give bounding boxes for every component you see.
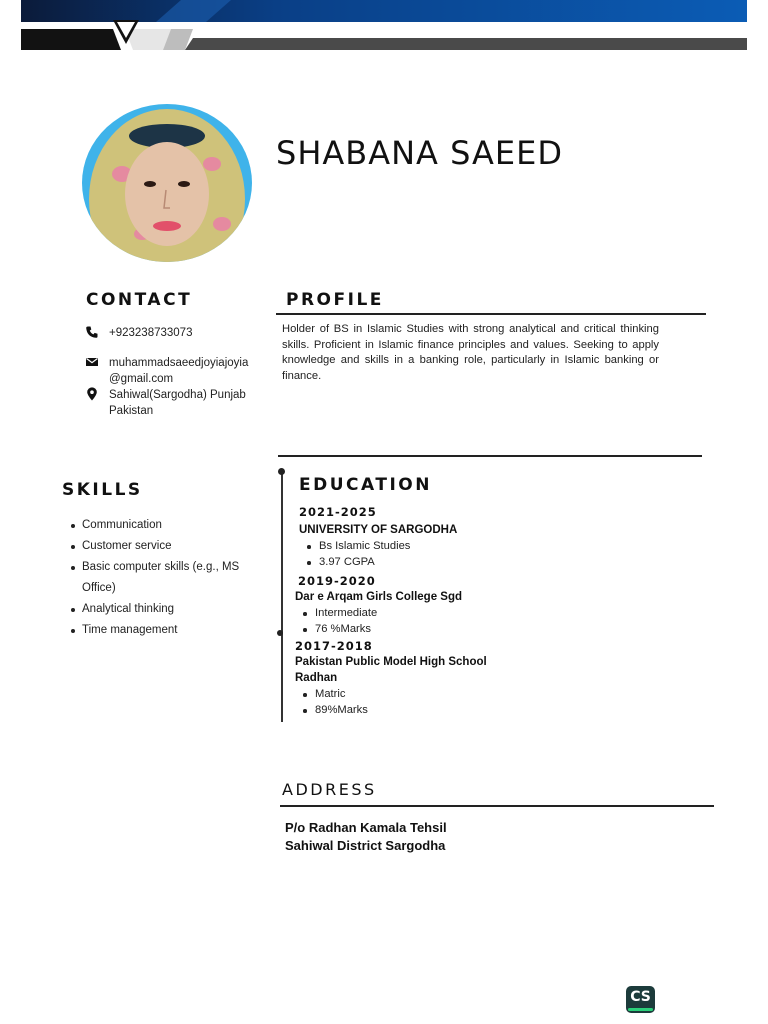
- education-heading: EDUCATION: [299, 475, 432, 495]
- education-detail: Intermediate: [295, 605, 462, 621]
- education-school: Pakistan Public Model High School Radhan: [295, 656, 487, 684]
- address-block: [285, 819, 447, 855]
- education-detail: 89%Marks: [295, 702, 495, 718]
- address-heading: ADDRESS: [282, 780, 377, 799]
- contact-phone-row: [85, 325, 192, 341]
- phone-number: +923238733073: [109, 327, 193, 339]
- location-pin-icon: [85, 387, 99, 401]
- email-line-1: muhammadsaeedjoyiajoyia: [109, 357, 249, 369]
- education-school: Dar e Arqam Girls College Sgd: [295, 591, 463, 603]
- education-school: UNIVERSITY OF SARGODHA: [299, 524, 458, 536]
- skill-item: Analytical thinking: [66, 599, 266, 620]
- skills-list: [66, 515, 266, 641]
- email-line-2: @gmail.com: [109, 373, 174, 385]
- phone-icon: [85, 325, 99, 339]
- education-timeline: [281, 470, 283, 722]
- education-detail: Matric: [295, 686, 495, 702]
- timeline-dot: [278, 468, 285, 475]
- address-divider: [280, 805, 714, 807]
- portrait-illustration: [82, 104, 252, 262]
- profile-photo: [82, 104, 252, 262]
- skills-heading: SKILLS: [62, 480, 143, 500]
- skill-item: Communication: [66, 515, 266, 536]
- education-entry: [295, 639, 495, 718]
- timeline-dot: [277, 630, 283, 636]
- email-icon: [85, 355, 99, 369]
- education-entry: [295, 574, 462, 637]
- address-line-2: Sahiwal District Sargodha: [285, 838, 446, 853]
- location-line-1: Sahiwal(Sargodha) Punjab: [109, 389, 246, 401]
- email-address: [109, 355, 248, 387]
- contact-heading: CONTACT: [86, 290, 193, 310]
- skill-item: Time management: [66, 620, 266, 641]
- education-years: 2021-2025: [299, 505, 377, 519]
- skill-item: Customer service: [66, 536, 266, 557]
- education-detail: 3.97 CGPA: [299, 554, 457, 570]
- candidate-name: SHABANA SAEED: [276, 134, 563, 172]
- education-detail: 76 %Marks: [295, 621, 462, 637]
- contact-location-row: [85, 387, 246, 419]
- skill-item: [66, 557, 266, 599]
- education-years: 2017-2018: [295, 639, 373, 653]
- header-banner: [21, 0, 747, 52]
- section-divider: [278, 455, 702, 457]
- scanner-badge-text: CS: [630, 989, 651, 1005]
- profile-summary: Holder of BS in Islamic Studies with strong analytical and critical thinking skills. Proficient in Islamic finance principles and values. Seeking to apply knowledge and skills in a banking role, particularly in Islamic banking or finance.: [282, 323, 659, 382]
- location-line-2: Pakistan: [109, 405, 154, 417]
- skill-item-text: Basic computer skills (e.g., MS Office): [82, 561, 240, 594]
- education-entry: [299, 505, 457, 570]
- scanner-badge: [626, 986, 655, 1013]
- location: [109, 387, 246, 419]
- banner-graphic: [21, 0, 747, 52]
- education-detail: Bs Islamic Studies: [299, 538, 457, 554]
- contact-email-row: [85, 355, 248, 387]
- education-years: 2019-2020: [298, 574, 376, 588]
- profile-heading: PROFILE: [286, 290, 384, 310]
- address-line-1: P/o Radhan Kamala Tehsil: [285, 820, 447, 835]
- profile-divider: [276, 313, 706, 315]
